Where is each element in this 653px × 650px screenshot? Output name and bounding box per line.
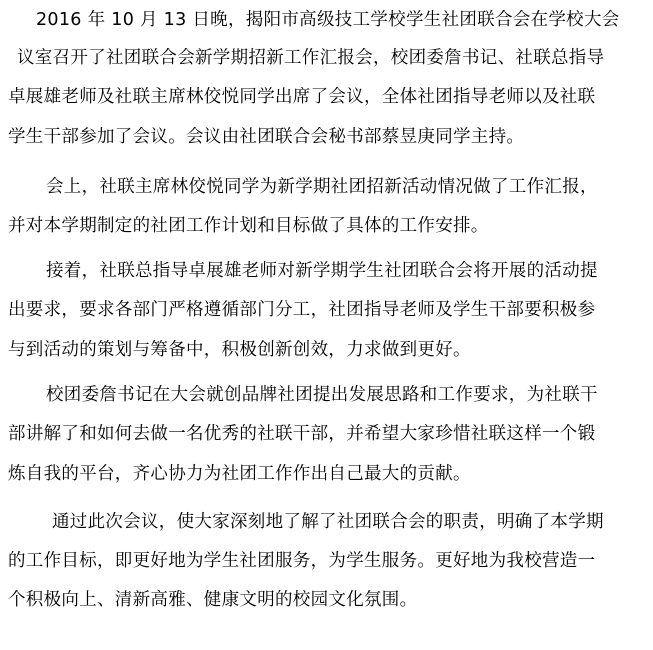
- paragraph-line: 议室召开了社团联合会新学期招新工作汇报会，校团委詹书记、社联总指导: [17, 48, 605, 68]
- paragraph-line: 炼自我的平台，齐心协力为社团工作作出自己最大的贡献。: [8, 464, 471, 484]
- paragraph-line: 校团委詹书记在大会就创品牌社团提出发展思路和工作要求，为社联干: [46, 385, 598, 405]
- paragraph-line: 出要求，要求各部门严格遵循部门分工，社团指导老师及学生干部要积极参: [8, 300, 596, 320]
- paragraph-line: 通过此次会议，使大家深刻地了解了社团联合会的职责，明确了本学期: [52, 512, 604, 532]
- paragraph-line: 并对本学期制定的社团工作计划和目标做了具体的工作安排。: [8, 216, 489, 236]
- paragraph-line: 个积极向上、清新高雅、健康文明的校园文化氛围。: [8, 590, 418, 610]
- paragraph-line: 接着，社联总指导卓展雄老师对新学期学生社团联合会将开展的活动提: [46, 261, 598, 281]
- paragraph-line: 的工作目标，即更好地为学生社团服务，为学生服务。更好地为我校营造一: [8, 551, 596, 571]
- paragraph-line: 2016 年 10 月 13 日晚，揭阳市高级技工学校学生社团联合会在学校大会: [36, 10, 620, 30]
- paragraph-line: 部讲解了和如何去做一名优秀的社联干部，并希望大家珍惜社联这样一个锻: [8, 424, 596, 444]
- paragraph-line: 与到活动的策划与筹备中，积极创新创效，力求做到更好。: [8, 340, 471, 360]
- paragraph-line: 学生干部参加了会议。会议由社团联合会秘书部蔡昱庚同学主持。: [8, 127, 525, 147]
- paragraph-line: 会上，社联主席林佼悦同学为新学期社团招新活动情况做了工作汇报，: [46, 177, 598, 197]
- paragraph-line: 卓展雄老师及社联主席林佼悦同学出席了会议，全体社团指导老师以及社联: [8, 87, 596, 107]
